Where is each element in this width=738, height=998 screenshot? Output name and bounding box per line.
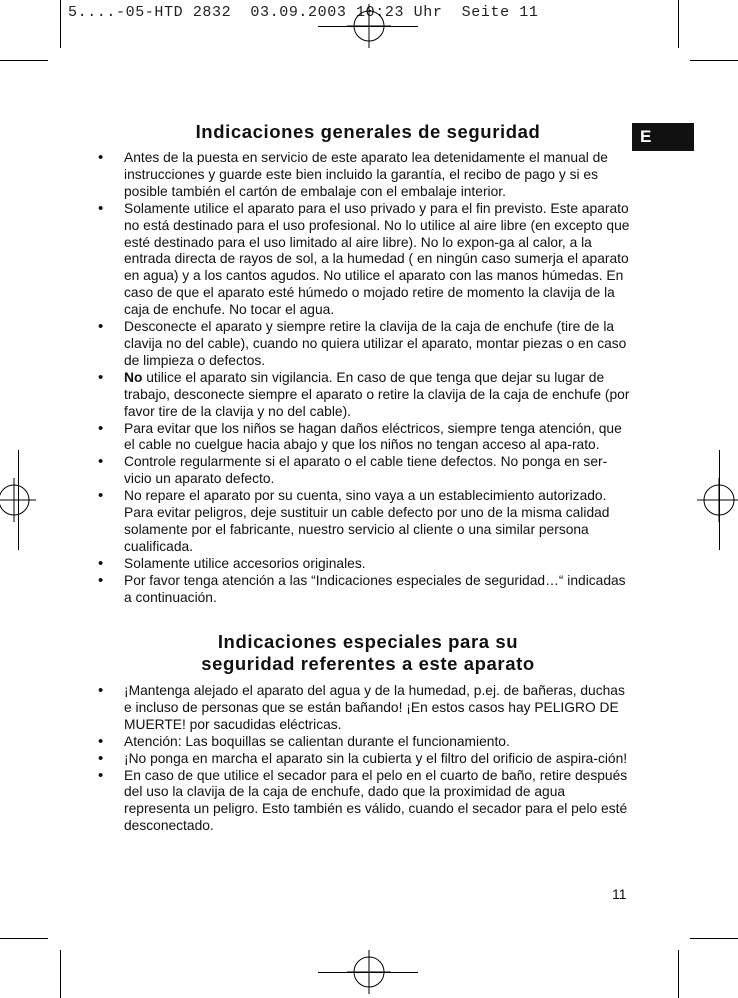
language-tab: E bbox=[632, 123, 694, 151]
crop-mark-top-left-h bbox=[0, 60, 48, 61]
item-text: Solamente utilice el aparato para el uso privado y para el fin previsto. Este aparato no está destinado para el uso profesional. No lo utilice al aire libre (en excepto que esté destinado para el uso limitado al aire libre). No lo expon-ga al calor, a la entrada directa de rayos de sol, a la humedad ( en ningún caso sumerja el aparato en agua) y a los cantos agudos. No utilice el aparato con las manos húmedas. En caso de que el aparato esté húmedo o mojado retire de momento la clavija de la caja de enchufe. No tocar el agua. bbox=[124, 200, 630, 318]
crop-mark-top-right-v bbox=[678, 0, 679, 48]
item-text: utilice el aparato sin vigilancia. En caso de que tenga que dejar su lugar de trabajo, desconecte siempre el aparato o retire la clavija de la caja de enchufe (por favor tire de la clavija y no del cable). bbox=[124, 369, 630, 419]
list-item bbox=[98, 573, 630, 607]
section-title-line-2: seguridad referentes a este aparato bbox=[201, 653, 535, 674]
list-item bbox=[98, 454, 630, 488]
item-text: Antes de la puesta en servicio de este aparato lea detenidamente el manual de instrucciones y guarde este bien incluido la garantía, el recibo de pago y si es posible también el cartón de embalaje con el embalaje interior. bbox=[124, 150, 608, 199]
list-item bbox=[98, 556, 630, 573]
list-item bbox=[98, 421, 630, 455]
page-number: 11 bbox=[612, 886, 627, 902]
list-item bbox=[98, 768, 630, 836]
list-item bbox=[98, 734, 630, 751]
crop-mark-bottom-left-h bbox=[0, 938, 48, 939]
list-item bbox=[98, 150, 630, 201]
list-item bbox=[98, 751, 630, 768]
print-slug: 5....-05-HTD 2832 03.09.2003 10:23 Uhr Seite 11 bbox=[68, 4, 539, 21]
general-safety-list bbox=[98, 150, 630, 606]
crop-mark-top-right-h bbox=[690, 60, 738, 61]
section-title-special-safety bbox=[108, 631, 628, 675]
item-text: ¡Mantenga alejado el aparato del agua y de la humedad, p.ej. de bañeras, duchas e incluso de personas que se están bañando! ¡En estos casos hay PELIGRO DE MUERTE! por sacudidas eléctricas. bbox=[124, 683, 625, 732]
section-title-line-1: Indicaciones especiales para su bbox=[217, 631, 519, 652]
registration-line-left bbox=[18, 450, 19, 550]
item-text: En caso de que utilice el secador para el pelo en el cuarto de baño, retire después del uso la clavija de la caja de enchufe, dado que la proximidad de agua representa un peligro. Esto también es válido, cuando el secador para el pelo esté desconectado. bbox=[124, 767, 628, 834]
item-text: Atención: Las boquillas se calientan durante el funcionamiento. bbox=[124, 733, 510, 749]
list-item bbox=[98, 319, 630, 370]
registration-line-right bbox=[719, 450, 720, 550]
crop-mark-bottom-right-v bbox=[678, 950, 679, 998]
crop-mark-bottom-right-h bbox=[690, 938, 738, 939]
special-safety-list bbox=[98, 683, 630, 835]
list-item bbox=[98, 370, 630, 421]
item-text: Controle regularmente si el aparato o el cable tiene defectos. No ponga en ser-vicio un aparato defecto. bbox=[124, 454, 608, 487]
registration-mark-right-icon bbox=[697, 478, 738, 522]
list-item bbox=[98, 488, 630, 556]
registration-line-bottom bbox=[318, 972, 418, 973]
item-bold: No bbox=[124, 369, 143, 385]
list-item bbox=[98, 683, 630, 734]
crop-mark-top-left-v bbox=[60, 0, 61, 48]
item-text: Desconecte el aparato y siempre retire la clavija de la caja de enchufe (tire de la clavija no del cable), cuando no quiera utilizar el aparato, montar piezas o en caso de limpieza o defectos. bbox=[124, 319, 627, 368]
item-text: Solamente utilice accesorios originales. bbox=[124, 555, 366, 571]
item-text: ¡No ponga en marcha el aparato sin la cubierta y el filtro del orificio de aspira-ción! bbox=[124, 750, 628, 766]
section-title-general-safety: Indicaciones generales de seguridad bbox=[195, 121, 541, 142]
item-text: Para evitar que los niños se hagan daños eléctricos, siempre tenga atención, que el cable no cuelgue hacia abajo y que los niños no tengan acceso al apa-rato. bbox=[124, 420, 622, 453]
crop-mark-bottom-left-v bbox=[60, 950, 61, 998]
item-text: Por favor tenga atención a las “Indicaciones especiales de seguridad…“ indicadas a continuación. bbox=[124, 572, 626, 605]
list-item bbox=[98, 201, 630, 319]
registration-line-top bbox=[318, 26, 418, 27]
item-text: No repare el aparato por su cuenta, sino vaya a un establecimiento autorizado. Para evitar peligros, deje sustituir un cable defecto por uno de la misma calidad solamente por el fabricante, nuestro servicio al cliente o una similar persona cualificada. bbox=[124, 488, 610, 554]
